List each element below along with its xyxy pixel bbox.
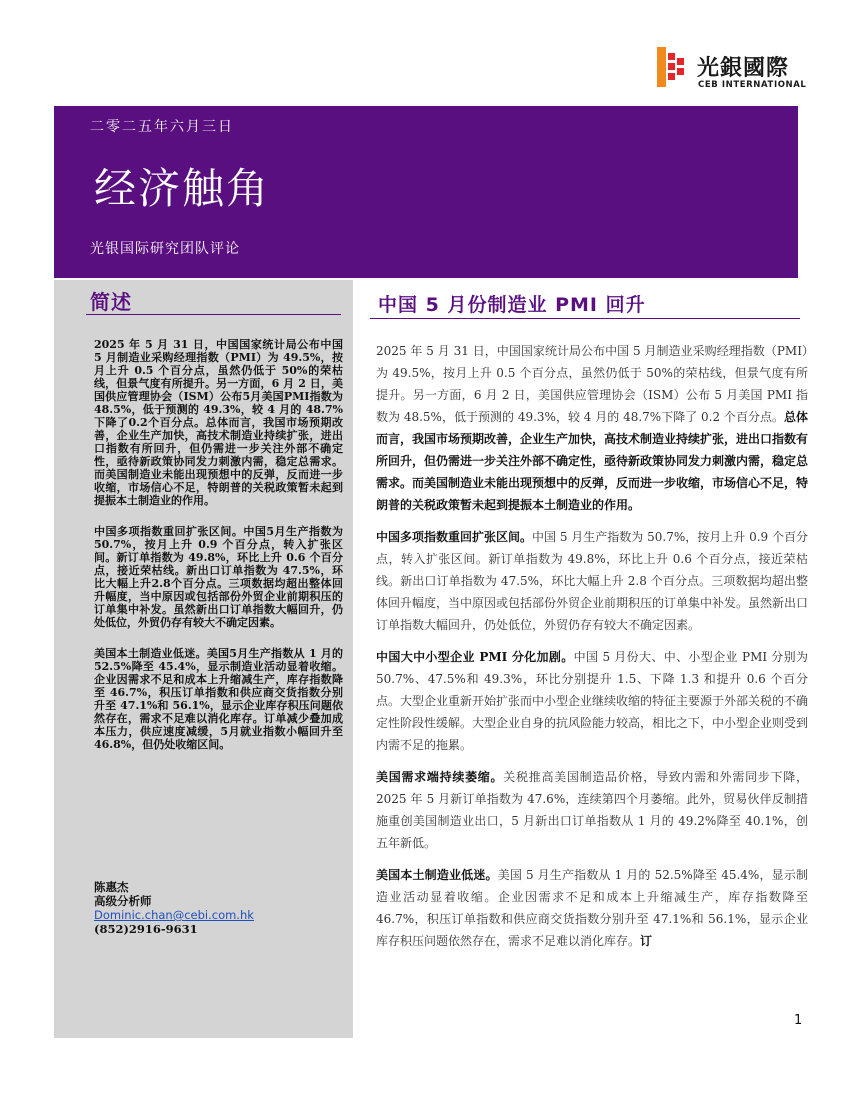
- paragraph-continuation: 订: [640, 934, 653, 948]
- article-paragraph: [376, 526, 808, 636]
- summary-paragraph: 美国本土制造业低迷。美国5月生产指数从 1 月的 52.5%降至 45.4%，显示制造业活动显着收缩。企业因需求不足和成本上升缩减生产，库存指数降至 46.7%，积压订单指数和供应商交货指数分别升至 47.1%和 56.1%，显示企业库存积压问题依然存在，需求不足难以消化库存。订单减少叠加成本压力，供应速度减缓，5月就业指数小幅回升至 46.8%，但仍处收缩区间。: [94, 647, 343, 751]
- summary-body: [94, 338, 343, 769]
- article-divider: [370, 318, 800, 319]
- report-title: 经济触角: [94, 164, 271, 213]
- article-paragraph: [376, 864, 808, 952]
- author-name: 陈惠杰: [94, 880, 129, 894]
- paragraph-text: 关税推高美国制造品价格，导致内需和外需同步下降，2025 年 5 月新订单指数为 47.6%，连续第四个月萎缩。此外，贸易伙伴反制措施重创美国制造业出口，5 月新出口订单指数从 1 月的 49.2%降至 40.1%，创五年新低。: [376, 770, 808, 850]
- author-block: [94, 880, 344, 936]
- paragraph-lead: 中国多项指数重回扩张区间。: [376, 530, 533, 544]
- ceb-logo: [657, 47, 807, 92]
- article-body: [376, 340, 808, 962]
- logo-name-en: CEB INTERNATIONAL: [698, 80, 807, 90]
- author-phone: (852)2916-9631: [94, 922, 198, 936]
- article-paragraph: [376, 340, 808, 516]
- summary-sidebar: [54, 280, 353, 1038]
- paragraph-lead: 中国大中小型企业 PMI 分化加剧。: [376, 650, 574, 664]
- author-email-link[interactable]: Dominic.chan@cebi.com.hk: [94, 908, 254, 922]
- paragraph-text: 中国 5 月份大、中、小型企业 PMI 分别为 50.7%、47.5%和 49.3%，环比分别提升 1.5、下降 1.3 和提升 0.6 个百分点。大型企业重新开始扩张而中小型企业继续收缩的特征主要源于外部关税的不确定性阶段性缓解。大型企业自身的抗风险能力较高，相比之下，中小型企业则受到内需不足的拖累。: [376, 650, 809, 752]
- paragraph-text: 美国 5 月生产指数从 1 月的 52.5%降至 45.4%，显示制造业活动显着收缩。企业因需求不足和成本上升缩减生产，库存指数降至 46.7%，积压订单指数和供应商交货指数分别升至 47.1%和 56.1%，显示企业库存积压问题依然存在，需求不足难以消化库存。: [376, 868, 808, 948]
- author-title: 高级分析师: [94, 894, 152, 908]
- report-date: 二零二五年六月三日: [90, 119, 234, 135]
- article-title: 中国 5 月份制造业 PMI 回升: [378, 294, 646, 316]
- summary-heading: 简述: [90, 290, 132, 314]
- page-number: 1: [794, 1013, 803, 1028]
- summary-divider: [86, 314, 341, 315]
- report-banner: [54, 106, 798, 278]
- paragraph-text: 2025 年 5 月 31 日，中国国家统计局公布中国 5 月制造业采购经理指数（PMI）为 49.5%，按月上升 0.5 个百分点，虽然仍低于 50%的荣枯线，但景气度有所提升。另一方面，6 月 2 日，美国供应管理协会（ISM）公布 5 月美国 PMI 指数为 48.5%，低于预测的 49.3%，较 4 月的 48.7%下降了 0.2 个百分点。: [376, 344, 808, 424]
- paragraph-text: 中国 5 月生产指数为 50.7%，按月上升 0.9 个百分点，转入扩张区间。新订单指数为 49.8%，环比上升 0.6 个百分点，接近荣枯线。新出口订单指数为 47.5%，环比大幅上升 2.8 个百分点。三项数据均超出整体回升幅度，当中原因或包括部份外贸企业前期积压的订单集中补发。虽然新出口订单指数大幅回升，仍处低位，外贸仍存有较大不确定因素。: [376, 530, 809, 632]
- report-subtitle: 光银国际研究团队评论: [90, 241, 240, 257]
- logo-name-cn: 光銀國際: [697, 56, 790, 81]
- summary-paragraph: 2025 年 5 月 31 日，中国国家统计局公布中国 5 月制造业采购经理指数（PMI）为 49.5%，按月上升 0.5 个百分点，虽然仍低于 50%的荣枯线，但景气度有所提升。另一方面，6 月 2 日，美国供应管理协会（ISM）公布5月美国PMI指数为48.5%，低于预测的 49.3%，较 4 月的 48.7%下降了0.2个百分点。总体而言，我国市场预期改善，企业生产加快，高技术制造业持续扩张，进出口指数有所回升，但仍需进一步关注外部不确定性，亟待新政策协同发力刺激内需，稳定总需求。而美国制造业未能出现预想中的反弹，反而进一步收缩，市场信心不足，特朗普的关税政策暂未起到提振本土制造业的作用。: [94, 338, 343, 507]
- summary-paragraph: 中国多项指数重回扩张区间。中国5月生产指数为 50.7%，按月上升 0.9 个百分点，转入扩张区间。新订单指数为 49.8%，环比上升 0.6 个百分点，接近荣枯线。新出口订单指数为 47.5%，环比大幅上升2.8个百分点。三项数据均超出整体回升幅度，当中原因或包括部份外贸企业前期积压的订单集中补发。虽然新出口订单指数大幅回升，仍处低位，外贸仍存有较大不确定因素。: [94, 525, 343, 629]
- article-paragraph: [376, 646, 808, 756]
- paragraph-lead: 美国本土制造业低迷。: [376, 868, 498, 882]
- paragraph-bold-text: 总体而言，我国市场预期改善，企业生产加快，高技术制造业持续扩张，进出口指数有所回升，但仍需进一步关注外部不确定性，亟待新政策协同发力刺激内需，稳定总需求。而美国制造业未能出现预想中的反弹，反而进一步收缩，市场信心不足，特朗普的关税政策暂未起到提振本土制造业的作用。: [376, 410, 809, 512]
- paragraph-lead: 美国需求端持续萎缩。: [376, 770, 504, 784]
- ceb-logo-icon: [657, 47, 689, 87]
- article-paragraph: [376, 766, 808, 854]
